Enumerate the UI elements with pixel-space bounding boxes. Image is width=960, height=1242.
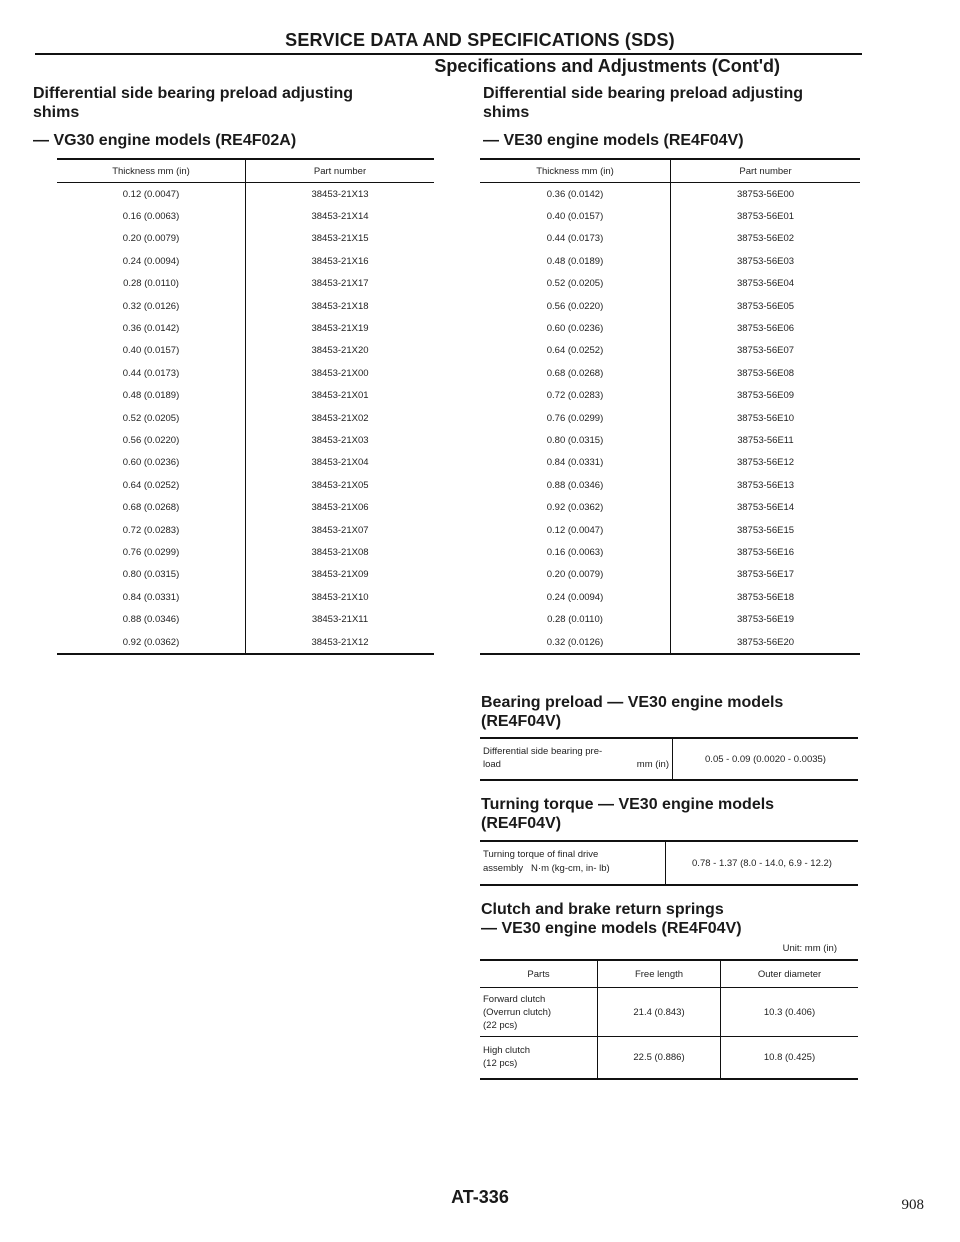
springs-unit: Unit: mm (in) xyxy=(782,943,837,954)
springs-table xyxy=(480,959,858,1080)
bearing-preload-heading-line1: Bearing preload — VE30 engine models xyxy=(481,694,784,711)
turning-torque-value: 0.78 - 1.37 (8.0 - 14.0, 6.9 - 12.2) xyxy=(692,857,832,869)
thickness-cell: 0.12 (0.0047) xyxy=(57,183,246,206)
part-number-cell: 38753-56E16 xyxy=(736,546,795,558)
part-number-cell: 38453-21X19 xyxy=(311,323,369,335)
springs-heading xyxy=(481,900,742,938)
table-row xyxy=(57,586,434,608)
thickness-cell: 0.24 (0.0094) xyxy=(57,250,246,272)
col-free-length: Free length xyxy=(598,960,721,988)
thickness-cell: 0.64 (0.0252) xyxy=(57,474,246,496)
part-number-cell: 38453-21X05 xyxy=(311,479,369,491)
col-part-number: Part number xyxy=(671,159,861,183)
table-row xyxy=(57,250,434,272)
col-thickness: Thickness mm (in) xyxy=(57,159,246,183)
table-row xyxy=(57,519,434,541)
table-header-row xyxy=(57,159,434,183)
part-number-cell: 38453-21X18 xyxy=(311,300,369,312)
table-row xyxy=(480,474,860,496)
spring-part-line: (Overrun clutch) xyxy=(483,1006,552,1018)
part-number-cell: 38753-56E20 xyxy=(671,631,861,654)
table-row xyxy=(480,496,860,518)
col-thickness: Thickness mm (in) xyxy=(480,159,671,183)
table-row xyxy=(480,1037,858,1079)
table-row xyxy=(57,295,434,317)
outer-diameter-cell: 10.3 (0.406) xyxy=(721,988,859,1037)
part-number-cell: 38453-21X00 xyxy=(311,367,369,379)
thickness-cell: 0.92 (0.0362) xyxy=(57,631,246,654)
thickness-cell: 0.44 (0.0173) xyxy=(480,228,671,250)
left-heading-line2: shims xyxy=(33,104,80,121)
thickness-cell: 0.28 (0.0110) xyxy=(480,608,671,630)
right-heading-line1: Differential side bearing preload adjusting xyxy=(483,85,804,102)
thickness-cell: 0.84 (0.0331) xyxy=(480,452,671,474)
springs-heading-line1: Clutch and brake return springs xyxy=(481,901,724,918)
thickness-cell: 0.88 (0.0346) xyxy=(480,474,671,496)
table-row xyxy=(57,273,434,295)
left-heading xyxy=(33,84,353,122)
title-rule xyxy=(35,53,862,55)
thickness-cell: 0.48 (0.0189) xyxy=(480,250,671,272)
bearing-preload-label-line2: load xyxy=(483,759,501,770)
thickness-cell: 0.76 (0.0299) xyxy=(57,541,246,563)
thickness-cell: 0.92 (0.0362) xyxy=(480,496,671,518)
part-number-cell: 38453-21X17 xyxy=(311,278,369,290)
part-number-cell: 38753-56E13 xyxy=(736,479,795,491)
thickness-cell: 0.16 (0.0063) xyxy=(57,205,246,227)
turning-torque-heading-line1: Turning torque — VE30 engine models xyxy=(481,796,775,813)
spring-part-cell xyxy=(480,1037,598,1079)
thickness-cell: 0.64 (0.0252) xyxy=(480,340,671,362)
table-row xyxy=(480,519,860,541)
turning-torque-heading-line2: (RE4F04V) xyxy=(481,815,562,832)
part-number-cell: 38753-56E17 xyxy=(736,569,795,581)
col-outer-diameter: Outer diameter xyxy=(721,960,859,988)
thickness-cell: 0.20 (0.0079) xyxy=(57,228,246,250)
part-number-cell: 38753-56E10 xyxy=(736,412,795,424)
thickness-cell: 0.80 (0.0315) xyxy=(57,564,246,586)
free-length-cell: 21.4 (0.843) xyxy=(598,988,721,1037)
right-subheading: — VE30 engine models (RE4F04V) xyxy=(483,132,744,149)
part-number-cell: 38753-56E05 xyxy=(736,300,795,312)
table-row xyxy=(57,631,434,654)
table-row xyxy=(480,988,858,1037)
table-row xyxy=(57,407,434,429)
part-number-cell: 38753-56E09 xyxy=(736,390,795,402)
thickness-cell: 0.32 (0.0126) xyxy=(480,631,671,654)
table-row xyxy=(57,205,434,227)
part-number-cell: 38453-21X06 xyxy=(311,502,369,514)
thickness-cell: 0.68 (0.0268) xyxy=(480,362,671,384)
part-number-cell: 38753-56E15 xyxy=(736,524,795,536)
table-row xyxy=(480,340,860,362)
bearing-preload-unit: mm (in) xyxy=(636,759,669,770)
table-row xyxy=(57,385,434,407)
part-number-cell: 38753-56E18 xyxy=(736,591,795,603)
thickness-cell: 0.40 (0.0157) xyxy=(57,340,246,362)
table-row xyxy=(480,541,860,563)
table-row xyxy=(57,608,434,630)
left-heading-line1: Differential side bearing preload adjusting xyxy=(33,85,354,102)
outer-diameter-cell: 10.8 (0.425) xyxy=(721,1037,859,1079)
table-row xyxy=(480,317,860,339)
thickness-cell: 0.72 (0.0283) xyxy=(480,385,671,407)
thickness-cell: 0.56 (0.0220) xyxy=(57,429,246,451)
table-row xyxy=(480,586,860,608)
part-number-cell: 38453-21X08 xyxy=(311,546,369,558)
table-row xyxy=(57,340,434,362)
free-length-cell: 22.5 (0.886) xyxy=(598,1037,721,1079)
table-row xyxy=(480,295,860,317)
thickness-cell: 0.32 (0.0126) xyxy=(57,295,246,317)
thickness-cell: 0.12 (0.0047) xyxy=(480,519,671,541)
part-number-cell: 38753-56E06 xyxy=(736,323,795,335)
part-number-cell: 38453-21X20 xyxy=(311,345,369,357)
table-row xyxy=(57,496,434,518)
table-row xyxy=(480,385,860,407)
part-number-cell: 38453-21X01 xyxy=(311,390,369,402)
spring-part-line: Forward clutch xyxy=(483,993,546,1005)
spring-part-line: (22 pcs) xyxy=(483,1019,518,1031)
part-number-cell: 38753-56E00 xyxy=(736,188,795,200)
table-header-row xyxy=(480,960,858,988)
thickness-cell: 0.20 (0.0079) xyxy=(480,564,671,586)
part-number-cell: 38453-21X10 xyxy=(311,591,369,603)
thickness-cell: 0.52 (0.0205) xyxy=(480,273,671,295)
table-row xyxy=(480,429,860,451)
table-header-row xyxy=(480,159,860,183)
part-number-cell: 38753-56E07 xyxy=(736,345,795,357)
table-row xyxy=(480,362,860,384)
turning-torque-heading xyxy=(481,795,774,833)
left-shim-table xyxy=(57,158,434,655)
right-shim-table xyxy=(480,158,860,655)
thickness-cell: 0.36 (0.0142) xyxy=(57,317,246,339)
part-number-cell: 38753-56E01 xyxy=(736,211,795,223)
springs-heading-line2: — VE30 engine models (RE4F04V) xyxy=(481,920,742,937)
table-row xyxy=(480,452,860,474)
thickness-cell: 0.40 (0.0157) xyxy=(480,205,671,227)
part-number-cell: 38753-56E04 xyxy=(736,278,795,290)
part-number-cell: 38753-56E08 xyxy=(736,367,795,379)
bearing-preload-label-line1: Differential side bearing pre- xyxy=(483,746,603,757)
thickness-cell: 0.44 (0.0173) xyxy=(57,362,246,384)
right-heading xyxy=(483,84,803,122)
table-row xyxy=(480,273,860,295)
part-number-cell: 38753-56E19 xyxy=(736,614,795,626)
thickness-cell: 0.52 (0.0205) xyxy=(57,407,246,429)
part-number-cell: 38453-21X12 xyxy=(246,631,435,654)
table-row xyxy=(480,250,860,272)
turning-torque-label-line1: Turning torque of final drive xyxy=(483,849,599,860)
table-row xyxy=(57,429,434,451)
thickness-cell: 0.56 (0.0220) xyxy=(480,295,671,317)
part-number-cell: 38453-21X14 xyxy=(311,211,369,223)
spring-part-line: High clutch xyxy=(483,1045,530,1057)
table-row xyxy=(480,608,860,630)
turning-torque-label xyxy=(480,842,666,884)
part-number-cell: 38453-21X02 xyxy=(311,412,369,424)
table-row xyxy=(57,541,434,563)
spring-part-line: (12 pcs) xyxy=(483,1058,518,1070)
thickness-cell: 0.76 (0.0299) xyxy=(480,407,671,429)
part-number-cell: 38753-56E14 xyxy=(736,502,795,514)
bearing-preload-heading-line2: (RE4F04V) xyxy=(481,713,562,730)
table-row xyxy=(480,407,860,429)
table-row xyxy=(57,452,434,474)
part-number-cell: 38753-56E02 xyxy=(736,233,795,245)
thickness-cell: 0.68 (0.0268) xyxy=(57,496,246,518)
thickness-cell: 0.48 (0.0189) xyxy=(57,385,246,407)
table-row xyxy=(57,228,434,250)
thickness-cell: 0.80 (0.0315) xyxy=(480,429,671,451)
part-number-cell: 38453-21X16 xyxy=(311,255,369,267)
bearing-preload-value: 0.05 - 0.09 (0.0020 - 0.0035) xyxy=(705,753,826,765)
thickness-cell: 0.60 (0.0236) xyxy=(57,452,246,474)
turning-torque-box xyxy=(480,840,858,886)
table-row xyxy=(480,228,860,250)
page-title: SERVICE DATA AND SPECIFICATIONS (SDS) xyxy=(285,30,675,50)
turning-torque-label-line2: assembly N·m (kg-cm, in- lb) xyxy=(483,863,610,874)
part-number-cell: 38753-56E03 xyxy=(736,255,795,267)
table-row xyxy=(480,183,860,206)
col-part-number: Part number xyxy=(246,159,435,183)
part-number-cell: 38453-21X07 xyxy=(311,524,369,536)
part-number-cell: 38453-21X04 xyxy=(311,457,369,469)
part-number-cell: 38453-21X11 xyxy=(311,614,369,626)
page-number: AT-336 xyxy=(451,1187,509,1207)
part-number-cell: 38453-21X09 xyxy=(311,569,369,581)
section-subtitle: Specifications and Adjustments (Cont'd) xyxy=(434,56,780,76)
part-number-cell: 38453-21X03 xyxy=(311,434,369,446)
left-subheading: — VG30 engine models (RE4F02A) xyxy=(33,132,297,149)
spring-part-cell xyxy=(480,988,598,1037)
thickness-cell: 0.88 (0.0346) xyxy=(57,608,246,630)
part-number-cell: 38753-56E12 xyxy=(736,457,795,469)
thickness-cell: 0.72 (0.0283) xyxy=(57,519,246,541)
part-number-cell: 38753-56E11 xyxy=(737,434,794,446)
part-number-cell: 38453-21X13 xyxy=(311,188,369,200)
thickness-cell: 0.84 (0.0331) xyxy=(57,586,246,608)
col-parts: Parts xyxy=(480,960,598,988)
table-row xyxy=(480,564,860,586)
thickness-cell: 0.36 (0.0142) xyxy=(480,183,671,206)
thickness-cell: 0.60 (0.0236) xyxy=(480,317,671,339)
thickness-cell: 0.16 (0.0063) xyxy=(480,541,671,563)
table-row xyxy=(480,205,860,227)
table-row xyxy=(57,317,434,339)
sheet-number: 908 xyxy=(901,1197,924,1213)
thickness-cell: 0.28 (0.0110) xyxy=(57,273,246,295)
table-row xyxy=(57,564,434,586)
bearing-preload-label xyxy=(480,739,673,779)
table-row xyxy=(57,474,434,496)
table-row xyxy=(57,183,434,206)
bearing-preload-heading xyxy=(481,693,783,731)
right-heading-line2: shims xyxy=(483,104,530,121)
bearing-preload-box xyxy=(480,737,858,781)
table-row xyxy=(57,362,434,384)
part-number-cell: 38453-21X15 xyxy=(311,233,369,245)
table-row xyxy=(480,631,860,654)
thickness-cell: 0.24 (0.0094) xyxy=(480,586,671,608)
